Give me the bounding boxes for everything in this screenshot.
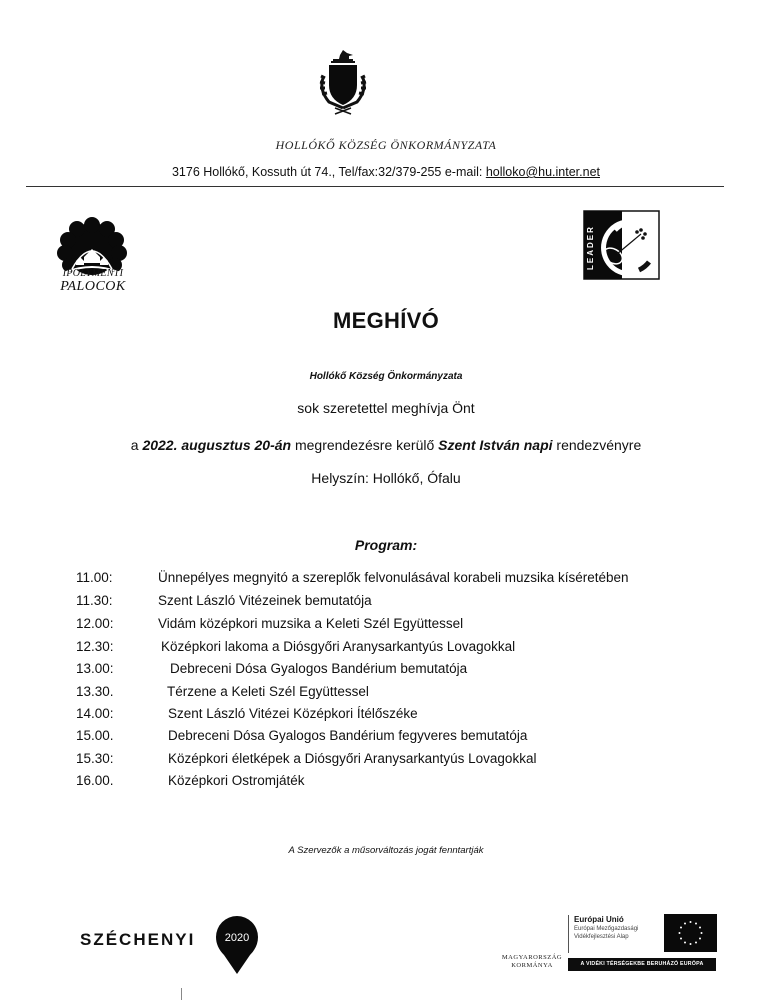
coat-of-arms-icon — [313, 48, 373, 118]
program-time: 16.00. — [76, 773, 114, 788]
fold-mark — [181, 988, 182, 1000]
event-line — [0, 437, 772, 453]
program-time: 15.00. — [76, 728, 114, 743]
program-row — [0, 661, 772, 683]
program-activity: Középkori lakoma a Diósgyőri Aranysarkantyús Lovagokkal — [161, 639, 516, 654]
szechenyi-wordmark: SZÉCHENYI — [80, 930, 196, 949]
program-activity: Középkori életképek a Diósgyőri Aranysarkantyús Lovagokkal — [168, 751, 537, 766]
program-time: 13.30. — [76, 684, 114, 699]
invitation-line: sok szeretettel meghívja Önt — [297, 400, 475, 416]
program-row — [0, 773, 772, 795]
szechenyi-2020-pin-icon — [214, 914, 260, 976]
eu-flag-icon — [664, 914, 717, 952]
svg-text:LEADER: LEADER — [586, 225, 595, 270]
program-row — [0, 706, 772, 728]
program-heading: Program: — [354, 537, 418, 553]
page-title: MEGHÍVÓ — [333, 308, 439, 333]
gov-line2: KORMÁNYA — [511, 962, 553, 969]
program-row — [0, 570, 772, 592]
program-activity: Vidám középkori muzsika a Keleti Szél Együttessel — [158, 616, 464, 631]
program-activity: Középkori Ostromjáték — [168, 773, 305, 788]
event-line-a: a — [130, 437, 143, 453]
disclaimer: A Szervezők a műsorváltozás jogát fenntartják — [288, 845, 484, 856]
program-activity: Debreceni Dósa Gyalogos Bandérium fegyveres bemutatója — [168, 728, 528, 743]
eu-title: Európai Unió — [574, 915, 624, 924]
eu-banner: A VIDÉKI TÉRSÉGEKBE BERUHÁZÓ EURÓPA — [568, 958, 716, 971]
program-row — [0, 684, 772, 706]
hungarian-government-logo — [488, 954, 576, 970]
program-row — [0, 728, 772, 750]
event-name: Szent István napi — [438, 437, 553, 453]
event-line-mid: megrendezésre kerülő — [291, 437, 439, 453]
issuer: Hollókő Község Önkormányzata — [309, 371, 463, 382]
program-activity: Szent László Vitézeinek bemutatója — [158, 593, 372, 608]
program-row — [0, 751, 772, 773]
program-time: 13.00: — [76, 661, 114, 676]
email-link[interactable]: holloko@hu.inter.net — [485, 165, 600, 179]
gov-line1: MAGYARORSZÁG — [501, 954, 563, 961]
eu-fund-line1: Európai Mezőgazdasági — [574, 926, 639, 932]
header-divider — [26, 186, 724, 187]
palocok-logo-line2: PALOCOK — [60, 279, 126, 294]
org-title: HOLLÓKŐ KÖZSÉG ÖNKORMÁNYZATA — [275, 138, 497, 152]
program-time: 14.00: — [76, 706, 114, 721]
program-row — [0, 593, 772, 615]
program-row — [0, 616, 772, 638]
program-time: 12.00: — [76, 616, 114, 631]
szechenyi-year: 2020 — [224, 932, 250, 944]
eu-text-block — [568, 915, 654, 953]
venue: Helyszín: Hollókő, Ófalu — [311, 470, 461, 486]
leader-logo — [583, 210, 660, 280]
program-activity: Szent László Vitézei Középkori Ítélőszéke — [168, 706, 418, 721]
program-activity: Térzene a Keleti Szél Együttessel — [167, 684, 369, 699]
event-line-end: rendezvényre — [552, 437, 642, 453]
program-activity: Ünnepélyes megnyitó a szereplők felvonulásával korabeli muzsika kíséretében — [158, 570, 629, 585]
address-text: 3176 Hollókő, Kossuth út 74., Tel/fax:32/379-255 e-mail: — [171, 165, 486, 179]
program-time: 12.30: — [76, 639, 114, 654]
address-line — [0, 165, 772, 179]
event-date: 2022. augusztus 20-án — [142, 437, 292, 453]
palocok-logo-line1: IPOLYMENTI — [62, 268, 124, 279]
program-time: 15.30: — [76, 751, 114, 766]
program-activity: Debreceni Dósa Gyalogos Bandérium bemutatója — [170, 661, 468, 676]
program-time: 11.30: — [76, 593, 113, 608]
program-row — [0, 639, 772, 661]
eu-fund-line2: Vidékfejlesztési Alap — [574, 934, 629, 940]
program-time: 11.00: — [76, 570, 113, 585]
